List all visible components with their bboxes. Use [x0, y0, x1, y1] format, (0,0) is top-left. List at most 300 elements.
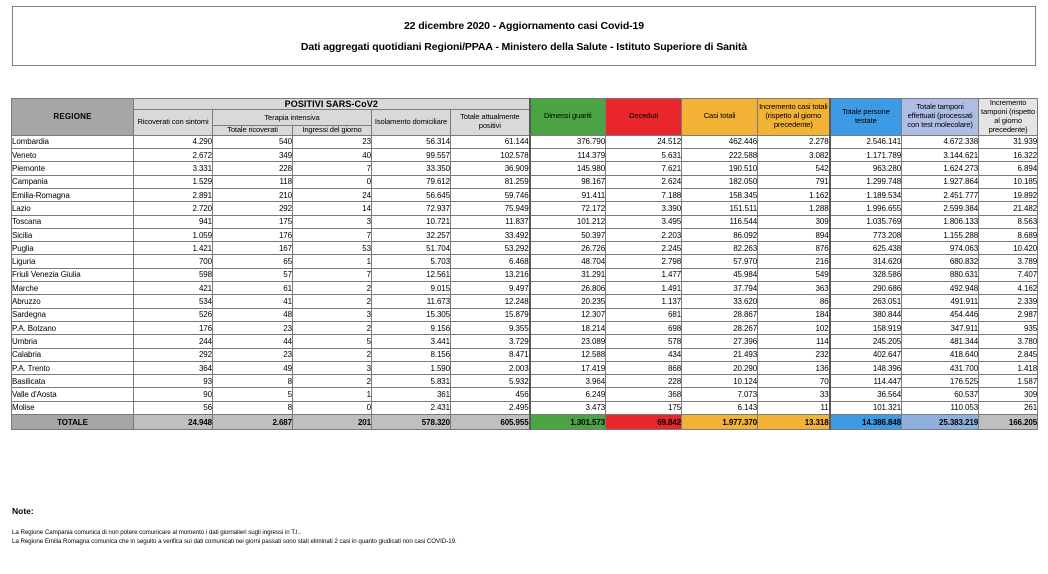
cell-deceduti: 3.390: [606, 202, 682, 215]
cell-ricoverati: 244: [134, 335, 213, 348]
table-row: [12, 295, 1038, 308]
table-row: [12, 282, 1038, 295]
cell-region: P.A. Trento: [12, 361, 134, 374]
cell-attualmente: 81.259: [451, 175, 530, 188]
table-row: [12, 361, 1038, 374]
cell-isolamento: 11.673: [372, 295, 451, 308]
cell-isolamento: 8.156: [372, 348, 451, 361]
cell-isolamento: 32.257: [372, 228, 451, 241]
cell-casi-totali: 182.050: [682, 175, 758, 188]
header-totale-persone-testate: Totale persone testate: [830, 99, 902, 136]
cell-total-ti-ingressi: 201: [293, 415, 372, 430]
cell-region: Abruzzo: [12, 295, 134, 308]
cell-tamponi: 60.537: [902, 388, 979, 401]
cell-ti-totale: 57: [213, 268, 293, 281]
notes-title: Note:: [12, 506, 34, 516]
cell-isolamento: 2.431: [372, 401, 451, 414]
table-row: [12, 149, 1038, 162]
cell-dimessi: 376.790: [530, 135, 606, 148]
cell-ti-ingressi: 3: [293, 308, 372, 321]
cell-isolamento: 9.015: [372, 282, 451, 295]
table-row: [12, 308, 1038, 321]
cell-attualmente: 456: [451, 388, 530, 401]
cell-isolamento: 79.612: [372, 175, 451, 188]
covid-table-container: [11, 98, 1037, 430]
cell-isolamento: 361: [372, 388, 451, 401]
cell-attualmente: 11.837: [451, 215, 530, 228]
cell-persone-testate: 290.686: [830, 282, 902, 295]
cell-incremento-tamponi: 16.322: [979, 149, 1038, 162]
cell-casi-totali: 21.493: [682, 348, 758, 361]
cell-ti-ingressi: 3: [293, 361, 372, 374]
cell-ti-totale: 118: [213, 175, 293, 188]
cell-ricoverati: 1.059: [134, 228, 213, 241]
report-title-date: 22 dicembre 2020 - Aggiornamento casi Covid-19: [403, 19, 645, 32]
cell-casi-totali: 28.867: [682, 308, 758, 321]
cell-deceduti: 698: [606, 321, 682, 334]
cell-tamponi: 1.927.864: [902, 175, 979, 188]
cell-incremento-tamponi: 1.587: [979, 375, 1038, 388]
cell-ricoverati: 93: [134, 375, 213, 388]
header-totale-tamponi-effettuati: Totale tamponi effettuati (processati con test molecolare): [902, 99, 979, 136]
cell-ti-ingressi: 2: [293, 295, 372, 308]
cell-persone-testate: 1.035.769: [830, 215, 902, 228]
cell-deceduti: 3.495: [606, 215, 682, 228]
cell-ti-totale: 23: [213, 321, 293, 334]
cell-total-isolamento: 578.320: [372, 415, 451, 430]
cell-persone-testate: 1.171.789: [830, 149, 902, 162]
cell-region: Piemonte: [12, 162, 134, 175]
cell-tamponi: 1.624.273: [902, 162, 979, 175]
cell-ti-ingressi: 24: [293, 189, 372, 202]
cell-region: Emilia-Romagna: [12, 189, 134, 202]
cell-ti-totale: 48: [213, 308, 293, 321]
cell-persone-testate: 101.321: [830, 401, 902, 414]
cell-isolamento: 33.350: [372, 162, 451, 175]
cell-casi-totali: 28.267: [682, 321, 758, 334]
table-row: [12, 348, 1038, 361]
cell-ricoverati: 90: [134, 388, 213, 401]
table-row: [12, 388, 1038, 401]
cell-isolamento: 5.703: [372, 255, 451, 268]
cell-deceduti: 2.624: [606, 175, 682, 188]
cell-region: Campania: [12, 175, 134, 188]
cell-deceduti: 681: [606, 308, 682, 321]
cell-ricoverati: 56: [134, 401, 213, 414]
cell-deceduti: 7.621: [606, 162, 682, 175]
cell-deceduti: 2.203: [606, 228, 682, 241]
cell-incremento-casi: 309: [758, 215, 830, 228]
cell-incremento-casi: 363: [758, 282, 830, 295]
cell-ti-ingressi: 5: [293, 335, 372, 348]
cell-tamponi: 4.672.338: [902, 135, 979, 148]
cell-ti-ingressi: 1: [293, 255, 372, 268]
cell-incremento-tamponi: 3.780: [979, 335, 1038, 348]
cell-attualmente: 59.746: [451, 189, 530, 202]
cell-dimessi: 26.806: [530, 282, 606, 295]
cell-persone-testate: 963.280: [830, 162, 902, 175]
cell-persone-testate: 380.844: [830, 308, 902, 321]
cell-ricoverati: 1.529: [134, 175, 213, 188]
cell-persone-testate: 36.564: [830, 388, 902, 401]
cell-persone-testate: 1.299.748: [830, 175, 902, 188]
cell-ti-totale: 167: [213, 242, 293, 255]
cell-dimessi: 114.379: [530, 149, 606, 162]
cell-incremento-casi: 102: [758, 321, 830, 334]
cell-ti-totale: 49: [213, 361, 293, 374]
cell-incremento-tamponi: 19.892: [979, 189, 1038, 202]
cell-casi-totali: 190.510: [682, 162, 758, 175]
cell-ricoverati: 1.421: [134, 242, 213, 255]
cell-tamponi: 491.911: [902, 295, 979, 308]
cell-ricoverati: 2.672: [134, 149, 213, 162]
cell-ti-ingressi: 7: [293, 162, 372, 175]
cell-ti-ingressi: 23: [293, 135, 372, 148]
header-incremento-casi-totali: Incremento casi totali (rispetto al giorno precedente): [758, 99, 830, 136]
table-row: [12, 189, 1038, 202]
cell-incremento-casi: 876: [758, 242, 830, 255]
table-row: [12, 135, 1038, 148]
cell-casi-totali: 33.620: [682, 295, 758, 308]
cell-total-deceduti: 69.842: [606, 415, 682, 430]
cell-ti-ingressi: 2: [293, 282, 372, 295]
cell-incremento-casi: 1.162: [758, 189, 830, 202]
cell-ti-ingressi: 14: [293, 202, 372, 215]
cell-casi-totali: 27.396: [682, 335, 758, 348]
cell-incremento-casi: 86: [758, 295, 830, 308]
cell-incremento-tamponi: 2.845: [979, 348, 1038, 361]
cell-attualmente: 9.355: [451, 321, 530, 334]
cell-ricoverati: 4.290: [134, 135, 213, 148]
cell-dimessi: 26.726: [530, 242, 606, 255]
cell-region: Molise: [12, 401, 134, 414]
table-row: [12, 215, 1038, 228]
cell-region: Friuli Venezia Giulia: [12, 268, 134, 281]
cell-casi-totali: 116.544: [682, 215, 758, 228]
cell-dimessi: 20.235: [530, 295, 606, 308]
header-isolamento-domiciliare: Isolamento domiciliare: [372, 110, 451, 136]
header-casi-totali: Casi totali: [682, 99, 758, 136]
cell-dimessi: 72.172: [530, 202, 606, 215]
table-total-row: [12, 415, 1038, 430]
table-row: [12, 255, 1038, 268]
header-dimessi-guariti: Dimessi guariti: [530, 99, 606, 136]
cell-incremento-tamponi: 6.894: [979, 162, 1038, 175]
cell-casi-totali: 45.984: [682, 268, 758, 281]
cell-isolamento: 10.721: [372, 215, 451, 228]
header-group-positivi: POSITIVI SARS-CoV2: [134, 99, 530, 110]
cell-tamponi: 1.806.133: [902, 215, 979, 228]
cell-dimessi: 145.980: [530, 162, 606, 175]
cell-isolamento: 99.557: [372, 149, 451, 162]
cell-incremento-casi: 70: [758, 375, 830, 388]
cell-incremento-tamponi: 7.407: [979, 268, 1038, 281]
cell-region: Valle d'Aosta: [12, 388, 134, 401]
cell-region: Lombardia: [12, 135, 134, 148]
cell-ti-ingressi: 53: [293, 242, 372, 255]
cell-incremento-tamponi: 261: [979, 401, 1038, 414]
table-header: [12, 99, 1038, 136]
cell-isolamento: 3.441: [372, 335, 451, 348]
cell-region: P.A. Bolzano: [12, 321, 134, 334]
cell-deceduti: 1.477: [606, 268, 682, 281]
cell-dimessi: 3.964: [530, 375, 606, 388]
cell-incremento-casi: 549: [758, 268, 830, 281]
cell-casi-totali: 7.073: [682, 388, 758, 401]
header-deceduti: Deceduti: [606, 99, 682, 136]
cell-incremento-tamponi: 10.185: [979, 175, 1038, 188]
cell-persone-testate: 402.647: [830, 348, 902, 361]
cell-ti-totale: 228: [213, 162, 293, 175]
cell-attualmente: 13.216: [451, 268, 530, 281]
cell-incremento-casi: 184: [758, 308, 830, 321]
table-row: [12, 321, 1038, 334]
table-row: [12, 162, 1038, 175]
cell-dimessi: 12.307: [530, 308, 606, 321]
cell-tamponi: 418.640: [902, 348, 979, 361]
cell-incremento-casi: 33: [758, 388, 830, 401]
cell-ricoverati: 700: [134, 255, 213, 268]
cell-isolamento: 5.831: [372, 375, 451, 388]
cell-incremento-tamponi: 31.939: [979, 135, 1038, 148]
cell-ti-totale: 65: [213, 255, 293, 268]
cell-persone-testate: 328.586: [830, 268, 902, 281]
header-ingressi-del-giorno: Ingressi del giorno: [293, 125, 372, 135]
cell-persone-testate: 314.620: [830, 255, 902, 268]
cell-ti-ingressi: 7: [293, 268, 372, 281]
cell-incremento-casi: 2.278: [758, 135, 830, 148]
cell-incremento-casi: 542: [758, 162, 830, 175]
cell-deceduti: 2.245: [606, 242, 682, 255]
cell-dimessi: 23.089: [530, 335, 606, 348]
cell-dimessi: 12.588: [530, 348, 606, 361]
table-row: [12, 268, 1038, 281]
cell-attualmente: 2.495: [451, 401, 530, 414]
cell-ti-ingressi: 2: [293, 348, 372, 361]
header-incremento-tamponi: Incremento tamponi (rispetto al giorno precedente): [979, 99, 1038, 136]
header-terapia-intensiva: Terapia intensiva: [213, 110, 372, 126]
table-row: [12, 375, 1038, 388]
cell-region: Veneto: [12, 149, 134, 162]
note-line-2: La Regione Emilia Romagna comunica che in seguito a verifica sui dati comunicati nei giorni passati sono stati eliminati 2 casi in quanto giudicati non casi COVID-19.: [12, 537, 457, 545]
cell-attualmente: 15.879: [451, 308, 530, 321]
cell-isolamento: 9.156: [372, 321, 451, 334]
cell-incremento-tamponi: 1.418: [979, 361, 1038, 374]
table-row: [12, 242, 1038, 255]
cell-tamponi: 1.155.288: [902, 228, 979, 241]
cell-dimessi: 101.212: [530, 215, 606, 228]
cell-persone-testate: 114.447: [830, 375, 902, 388]
cell-deceduti: 868: [606, 361, 682, 374]
cell-dimessi: 48.704: [530, 255, 606, 268]
cell-tamponi: 974.063: [902, 242, 979, 255]
cell-tamponi: 481.344: [902, 335, 979, 348]
cell-total-casi-totali: 1.977.370: [682, 415, 758, 430]
header-ricoverati-con-sintomi: Ricoverati con sintomi: [134, 110, 213, 136]
cell-region: Liguria: [12, 255, 134, 268]
cell-ti-totale: 44: [213, 335, 293, 348]
cell-region: Puglia: [12, 242, 134, 255]
cell-casi-totali: 6.143: [682, 401, 758, 414]
cell-tamponi: 3.144.621: [902, 149, 979, 162]
cell-attualmente: 2.003: [451, 361, 530, 374]
cell-ti-ingressi: 2: [293, 321, 372, 334]
cell-attualmente: 6.468: [451, 255, 530, 268]
header-totale-attualmente-positivi: Totale attualmente positivi: [451, 110, 530, 136]
cell-total-tamponi: 25.383.219: [902, 415, 979, 430]
cell-deceduti: 1.491: [606, 282, 682, 295]
cell-casi-totali: 158.345: [682, 189, 758, 202]
cell-incremento-casi: 3.082: [758, 149, 830, 162]
cell-ricoverati: 2.891: [134, 189, 213, 202]
cell-casi-totali: 222.588: [682, 149, 758, 162]
cell-casi-totali: 82.263: [682, 242, 758, 255]
cell-isolamento: 12.561: [372, 268, 451, 281]
cell-ti-totale: 176: [213, 228, 293, 241]
cell-attualmente: 102.578: [451, 149, 530, 162]
cell-persone-testate: 2.546.141: [830, 135, 902, 148]
table-row: [12, 228, 1038, 241]
cell-attualmente: 36.909: [451, 162, 530, 175]
cell-deceduti: 1.137: [606, 295, 682, 308]
cell-ti-ingressi: 7: [293, 228, 372, 241]
cell-dimessi: 98.167: [530, 175, 606, 188]
cell-isolamento: 15.305: [372, 308, 451, 321]
cell-casi-totali: 86.092: [682, 228, 758, 241]
cell-attualmente: 61.144: [451, 135, 530, 148]
cell-incremento-casi: 11: [758, 401, 830, 414]
cell-persone-testate: 773.208: [830, 228, 902, 241]
cell-ti-ingressi: 2: [293, 375, 372, 388]
cell-incremento-casi: 114: [758, 335, 830, 348]
cell-ti-ingressi: 3: [293, 215, 372, 228]
cell-total-dimessi: 1.301.573: [530, 415, 606, 430]
cell-ricoverati: 3.331: [134, 162, 213, 175]
cell-deceduti: 5.631: [606, 149, 682, 162]
cell-total-label: TOTALE: [12, 415, 134, 430]
cell-ti-totale: 175: [213, 215, 293, 228]
cell-attualmente: 12.248: [451, 295, 530, 308]
cell-attualmente: 33.492: [451, 228, 530, 241]
cell-dimessi: 31.291: [530, 268, 606, 281]
cell-tamponi: 2.451.777: [902, 189, 979, 202]
cell-tamponi: 2.599.384: [902, 202, 979, 215]
cell-incremento-tamponi: 3.789: [979, 255, 1038, 268]
cell-ricoverati: 176: [134, 321, 213, 334]
cell-ti-totale: 8: [213, 375, 293, 388]
cell-deceduti: 434: [606, 348, 682, 361]
cell-dimessi: 50.397: [530, 228, 606, 241]
cell-isolamento: 51.704: [372, 242, 451, 255]
cell-ti-totale: 292: [213, 202, 293, 215]
cell-ricoverati: 526: [134, 308, 213, 321]
cell-tamponi: 680.832: [902, 255, 979, 268]
cell-tamponi: 431.700: [902, 361, 979, 374]
cell-ricoverati: 941: [134, 215, 213, 228]
cell-ricoverati: 534: [134, 295, 213, 308]
cell-incremento-tamponi: 935: [979, 321, 1038, 334]
cell-total-ti-totale: 2.687: [213, 415, 293, 430]
cell-casi-totali: 37.794: [682, 282, 758, 295]
cell-ti-totale: 210: [213, 189, 293, 202]
cell-ti-totale: 349: [213, 149, 293, 162]
cell-region: Lazio: [12, 202, 134, 215]
report-title-banner: [12, 6, 1036, 66]
cell-attualmente: 3.729: [451, 335, 530, 348]
cell-deceduti: 2.798: [606, 255, 682, 268]
cell-ti-totale: 540: [213, 135, 293, 148]
cell-total-persone-testate: 14.386.848: [830, 415, 902, 430]
cell-ti-totale: 61: [213, 282, 293, 295]
cell-deceduti: 578: [606, 335, 682, 348]
cell-casi-totali: 151.511: [682, 202, 758, 215]
report-title-subtitle: Dati aggregati quotidiani Regioni/PPAA - Ministero della Salute - Istituto Superiore di Sanità: [300, 40, 748, 53]
note-line-1: La Regione Campania comunica di non potere comunicare al momento i dati giornalieri sugli ingressi in T.I..: [12, 529, 301, 536]
cell-dimessi: 3.473: [530, 401, 606, 414]
table-row: [12, 335, 1038, 348]
cell-region: Toscana: [12, 215, 134, 228]
cell-region: Sicilia: [12, 228, 134, 241]
notes-section: [12, 506, 1032, 547]
cell-incremento-casi: 216: [758, 255, 830, 268]
cell-ricoverati: 364: [134, 361, 213, 374]
cell-deceduti: 7.188: [606, 189, 682, 202]
cell-incremento-casi: 894: [758, 228, 830, 241]
cell-ti-totale: 8: [213, 401, 293, 414]
cell-region: Umbria: [12, 335, 134, 348]
cell-ti-ingressi: 0: [293, 401, 372, 414]
cell-isolamento: 56.314: [372, 135, 451, 148]
cell-tamponi: 492.948: [902, 282, 979, 295]
cell-isolamento: 56.645: [372, 189, 451, 202]
header-row-1: [12, 99, 1038, 110]
cell-attualmente: 8.471: [451, 348, 530, 361]
cell-attualmente: 53.292: [451, 242, 530, 255]
cell-tamponi: 110.053: [902, 401, 979, 414]
cell-ricoverati: 598: [134, 268, 213, 281]
cell-attualmente: 75.949: [451, 202, 530, 215]
cell-tamponi: 347.911: [902, 321, 979, 334]
cell-region: Basilicata: [12, 375, 134, 388]
cell-dimessi: 91.411: [530, 189, 606, 202]
cell-casi-totali: 10.124: [682, 375, 758, 388]
cell-ti-ingressi: 1: [293, 388, 372, 401]
cell-isolamento: 1.590: [372, 361, 451, 374]
cell-incremento-tamponi: 4.162: [979, 282, 1038, 295]
cell-deceduti: 368: [606, 388, 682, 401]
cell-region: Marche: [12, 282, 134, 295]
cell-tamponi: 454.446: [902, 308, 979, 321]
cell-tamponi: 176.525: [902, 375, 979, 388]
cell-deceduti: 228: [606, 375, 682, 388]
header-region: REGIONE: [12, 99, 134, 136]
cell-persone-testate: 1.189.534: [830, 189, 902, 202]
cell-incremento-casi: 791: [758, 175, 830, 188]
cell-dimessi: 6.249: [530, 388, 606, 401]
cell-region: Calabria: [12, 348, 134, 361]
cell-incremento-tamponi: 309: [979, 388, 1038, 401]
cell-total-attualmente: 605.955: [451, 415, 530, 430]
cell-ricoverati: 292: [134, 348, 213, 361]
cell-dimessi: 17.419: [530, 361, 606, 374]
cell-ricoverati: 2.720: [134, 202, 213, 215]
cell-persone-testate: 148.396: [830, 361, 902, 374]
cell-dimessi: 18.214: [530, 321, 606, 334]
cell-persone-testate: 158.919: [830, 321, 902, 334]
cell-incremento-tamponi: 10.420: [979, 242, 1038, 255]
cell-ti-totale: 23: [213, 348, 293, 361]
cell-incremento-tamponi: 2.987: [979, 308, 1038, 321]
